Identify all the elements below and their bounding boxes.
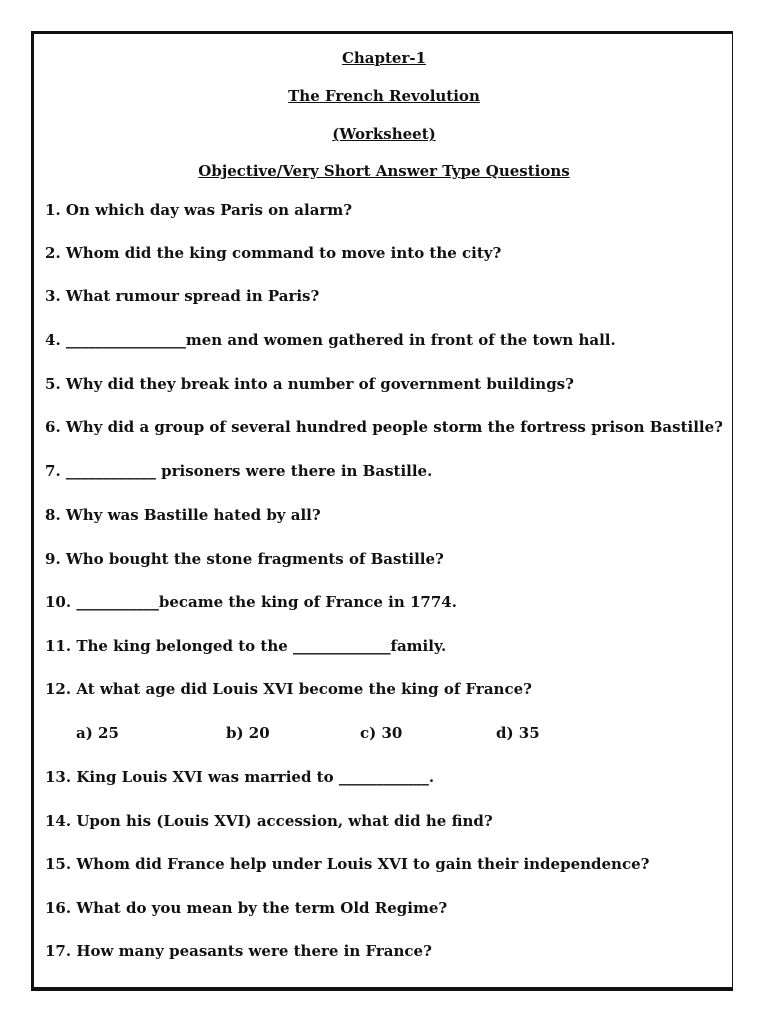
question-6: 6. Why did a group of several hundred people storm the fortress prison Bastille?: [45, 418, 723, 436]
question-text: What do you mean by the term Old Regime?: [76, 899, 448, 917]
question-text: Who bought the stone fragments of Bastille?: [65, 550, 444, 568]
question-13: 13. King Louis XVI was married to ____________.: [45, 768, 435, 786]
question-number: 11: [45, 637, 66, 655]
question-number: 13: [45, 768, 66, 786]
question-number: 14: [45, 812, 66, 830]
question-text: ____________ prisoners were there in Bastille.: [65, 462, 433, 480]
question-number: 1: [45, 201, 56, 219]
question-number: 15: [45, 855, 66, 873]
chapter-title: The French Revolution: [288, 87, 480, 105]
question-text: Why did a group of several hundred people storm the fortress prison Bastille?: [65, 418, 723, 436]
question-number: 7: [45, 462, 56, 480]
question-text: At what age did Louis XVI become the king of France?: [76, 680, 532, 698]
question-15: 15. Whom did France help under Louis XVI to gain their independence?: [45, 855, 650, 873]
question-text: What rumour spread in Paris?: [65, 287, 320, 305]
question-11: 11. The king belonged to the _____________family.: [45, 637, 447, 655]
worksheet-label: (Worksheet): [332, 125, 436, 143]
question-text: How many peasants were there in France?: [76, 942, 432, 960]
question-10: 10. ___________became the king of France in 1774.: [45, 593, 457, 611]
question-7: 7. ____________ prisoners were there in Bastille.: [45, 462, 433, 480]
question-17: 17. How many peasants were there in France?: [45, 942, 432, 960]
question-4: 4. ________________men and women gathered in front of the town hall.: [45, 331, 616, 349]
question-12: 12. At what age did Louis XVI become the king of France?: [45, 680, 532, 698]
option-b: b) 20: [226, 724, 270, 742]
chapter-heading: Chapter-1: [341, 49, 427, 67]
question-number: 10: [45, 593, 66, 611]
question-text: King Louis XVI was married to ____________.: [76, 768, 435, 786]
question-text: Whom did France help under Louis XVI to gain their independence?: [76, 855, 650, 873]
question-text: Upon his (Louis XVI) accession, what did he find?: [76, 812, 493, 830]
question-number: 4: [45, 331, 56, 349]
question-number: 2: [45, 244, 56, 262]
question-number: 8: [45, 506, 56, 524]
question-number: 9: [45, 550, 56, 568]
question-3: 3. What rumour spread in Paris?: [45, 287, 320, 305]
question-number: 17: [45, 942, 66, 960]
question-number: 5: [45, 375, 56, 393]
question-number: 12: [45, 680, 66, 698]
option-a: a) 25: [76, 724, 119, 742]
question-5: 5. Why did they break into a number of government buildings?: [45, 375, 574, 393]
question-text: Why did they break into a number of government buildings?: [65, 375, 574, 393]
option-d: d) 35: [496, 724, 540, 742]
question-16: 16. What do you mean by the term Old Regime?: [45, 899, 448, 917]
question-2: 2. Whom did the king command to move into the city?: [45, 244, 502, 262]
section-heading: Objective/Very Short Answer Type Questions: [198, 162, 570, 180]
question-8: 8. Why was Bastille hated by all?: [45, 506, 321, 524]
question-number: 16: [45, 899, 66, 917]
question-text: Why was Bastille hated by all?: [65, 506, 321, 524]
question-number: 6: [45, 418, 56, 436]
question-text: ________________men and women gathered in front of the town hall.: [65, 331, 616, 349]
question-9: 9. Who bought the stone fragments of Bastille?: [45, 550, 444, 568]
question-number: 3: [45, 287, 56, 305]
question-1: 1. On which day was Paris on alarm?: [45, 201, 353, 219]
question-text: The king belonged to the _____________family.: [76, 637, 447, 655]
question-14: 14. Upon his (Louis XVI) accession, what did he find?: [45, 812, 493, 830]
question-text: ___________became the king of France in 1774.: [76, 593, 457, 611]
option-c: c) 30: [360, 724, 403, 742]
question-text: Whom did the king command to move into the city?: [65, 244, 502, 262]
question-text: On which day was Paris on alarm?: [65, 201, 353, 219]
